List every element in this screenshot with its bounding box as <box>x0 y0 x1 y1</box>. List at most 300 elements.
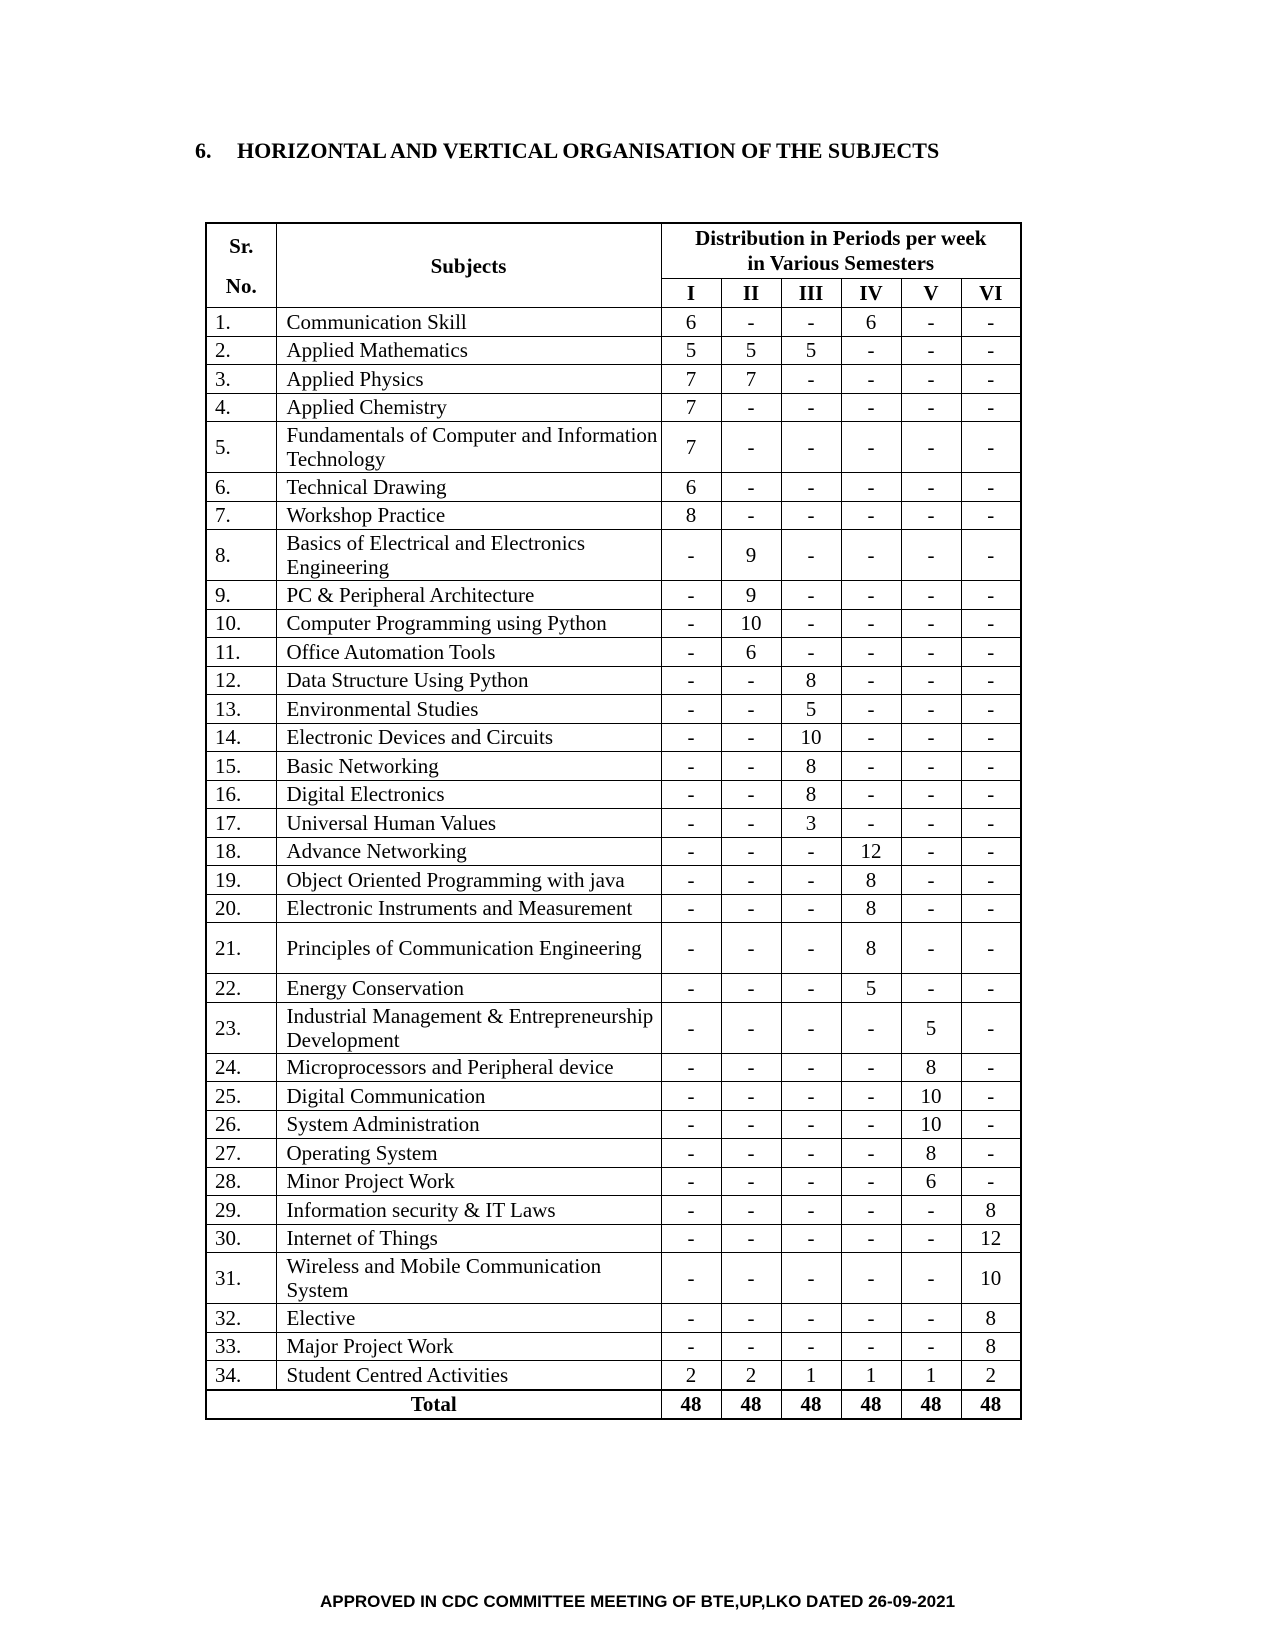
periods-cell: - <box>841 581 901 610</box>
periods-cell: - <box>901 809 961 838</box>
subject-cell: Minor Project Work <box>276 1167 661 1196</box>
periods-cell: - <box>841 1167 901 1196</box>
total-row <box>206 1390 1021 1419</box>
periods-cell: - <box>961 780 1021 809</box>
periods-cell: 5 <box>661 336 721 365</box>
periods-cell: - <box>781 422 841 473</box>
periods-cell: - <box>961 1053 1021 1082</box>
sr-no-cell: 15. <box>206 752 276 781</box>
periods-cell: 1 <box>781 1361 841 1390</box>
periods-cell: 7 <box>661 365 721 394</box>
periods-cell: - <box>721 866 781 895</box>
periods-cell: - <box>721 1253 781 1304</box>
periods-cell: - <box>841 1253 901 1304</box>
subject-cell: Basic Networking <box>276 752 661 781</box>
periods-cell: - <box>661 1196 721 1225</box>
periods-cell: 8 <box>781 666 841 695</box>
sr-no-cell: 32. <box>206 1304 276 1333</box>
periods-cell: 10 <box>721 609 781 638</box>
periods-cell: - <box>841 1002 901 1053</box>
subject-cell: Computer Programming using Python <box>276 609 661 638</box>
table-row <box>206 1224 1021 1253</box>
table-row <box>206 422 1021 473</box>
sr-no-cell: 31. <box>206 1253 276 1304</box>
table-row <box>206 723 1021 752</box>
table-row <box>206 581 1021 610</box>
periods-cell: - <box>781 1332 841 1361</box>
periods-cell: - <box>841 1139 901 1168</box>
periods-cell: - <box>661 1110 721 1139</box>
subject-cell: Office Automation Tools <box>276 638 661 667</box>
periods-cell: - <box>841 1082 901 1111</box>
periods-cell: - <box>841 1224 901 1253</box>
periods-cell: - <box>721 837 781 866</box>
periods-cell: - <box>781 1110 841 1139</box>
periods-cell: - <box>961 308 1021 337</box>
periods-cell: 10 <box>901 1110 961 1139</box>
section-heading <box>195 138 939 164</box>
subject-cell: Environmental Studies <box>276 695 661 724</box>
table-row <box>206 530 1021 581</box>
periods-cell: - <box>721 809 781 838</box>
periods-cell: - <box>661 1053 721 1082</box>
periods-cell: - <box>901 1196 961 1225</box>
periods-cell: - <box>721 1053 781 1082</box>
periods-cell: - <box>721 1082 781 1111</box>
periods-cell: 8 <box>781 752 841 781</box>
periods-cell: - <box>721 473 781 502</box>
periods-cell: - <box>841 336 901 365</box>
periods-cell: - <box>661 581 721 610</box>
subjects-table <box>205 222 1022 1420</box>
periods-cell: - <box>721 723 781 752</box>
periods-cell: - <box>721 308 781 337</box>
periods-cell: - <box>901 666 961 695</box>
subject-cell: Fundamentals of Computer and Information Technology <box>276 422 661 473</box>
subject-cell: Microprocessors and Peripheral device <box>276 1053 661 1082</box>
periods-cell: - <box>721 894 781 923</box>
periods-cell: - <box>901 365 961 394</box>
periods-cell: - <box>901 609 961 638</box>
periods-cell: 6 <box>721 638 781 667</box>
periods-cell: - <box>721 1139 781 1168</box>
sr-no-cell: 21. <box>206 923 276 974</box>
periods-cell: - <box>961 695 1021 724</box>
periods-cell: - <box>961 752 1021 781</box>
periods-cell: - <box>781 974 841 1003</box>
periods-cell: 8 <box>781 780 841 809</box>
table-row <box>206 308 1021 337</box>
sr-no-cell: 33. <box>206 1332 276 1361</box>
periods-cell: - <box>661 974 721 1003</box>
total-cell: 48 <box>781 1390 841 1419</box>
periods-cell: 10 <box>781 723 841 752</box>
table-row <box>206 1332 1021 1361</box>
periods-cell: - <box>901 837 961 866</box>
periods-cell: 5 <box>841 974 901 1003</box>
periods-cell: - <box>841 393 901 422</box>
sr-no-cell: 27. <box>206 1139 276 1168</box>
periods-cell: - <box>781 1167 841 1196</box>
periods-cell: - <box>661 1253 721 1304</box>
subject-cell: Digital Electronics <box>276 780 661 809</box>
periods-cell: - <box>781 837 841 866</box>
periods-cell: - <box>961 866 1021 895</box>
periods-cell: - <box>661 666 721 695</box>
subject-cell: Workshop Practice <box>276 501 661 530</box>
sr-no-cell: 10. <box>206 609 276 638</box>
periods-cell: - <box>661 752 721 781</box>
table-row <box>206 780 1021 809</box>
periods-cell: - <box>661 1002 721 1053</box>
periods-cell: - <box>661 1304 721 1333</box>
subject-cell: Wireless and Mobile Communication System <box>276 1253 661 1304</box>
periods-cell: - <box>901 393 961 422</box>
subject-cell: Applied Chemistry <box>276 393 661 422</box>
periods-cell: - <box>721 974 781 1003</box>
periods-cell: - <box>961 1082 1021 1111</box>
section-number: 6. <box>195 138 212 163</box>
semester-header: I <box>661 279 721 308</box>
periods-cell: - <box>961 365 1021 394</box>
periods-cell: 7 <box>661 422 721 473</box>
periods-cell: - <box>781 609 841 638</box>
subject-cell: Student Centred Activities <box>276 1361 661 1390</box>
periods-cell: - <box>841 1304 901 1333</box>
periods-cell: - <box>841 473 901 502</box>
table-row <box>206 894 1021 923</box>
subject-cell: PC & Peripheral Architecture <box>276 581 661 610</box>
sr-no-cell: 24. <box>206 1053 276 1082</box>
periods-cell: - <box>721 752 781 781</box>
periods-cell: - <box>661 723 721 752</box>
periods-cell: - <box>661 923 721 974</box>
sr-no-cell: 9. <box>206 581 276 610</box>
periods-cell: 10 <box>901 1082 961 1111</box>
sr-no-header: Sr. No. <box>206 223 276 308</box>
table-row <box>206 752 1021 781</box>
sr-no-cell: 28. <box>206 1167 276 1196</box>
periods-cell: - <box>961 501 1021 530</box>
periods-cell: - <box>781 1304 841 1333</box>
periods-cell: - <box>661 809 721 838</box>
periods-cell: - <box>781 473 841 502</box>
periods-cell: - <box>961 1002 1021 1053</box>
periods-cell: - <box>841 609 901 638</box>
periods-cell: 12 <box>841 837 901 866</box>
periods-cell: - <box>901 581 961 610</box>
subject-cell: Technical Drawing <box>276 473 661 502</box>
periods-cell: - <box>841 638 901 667</box>
periods-cell: - <box>901 923 961 974</box>
periods-cell: 5 <box>781 336 841 365</box>
periods-cell: - <box>721 1224 781 1253</box>
sr-no-cell: 29. <box>206 1196 276 1225</box>
semester-header: III <box>781 279 841 308</box>
periods-cell: - <box>721 501 781 530</box>
periods-cell: - <box>841 780 901 809</box>
periods-cell: - <box>961 422 1021 473</box>
periods-cell: 5 <box>901 1002 961 1053</box>
periods-cell: - <box>841 752 901 781</box>
periods-cell: - <box>721 1167 781 1196</box>
periods-cell: 8 <box>961 1332 1021 1361</box>
table-row <box>206 666 1021 695</box>
table-row <box>206 1139 1021 1168</box>
table-row <box>206 1053 1021 1082</box>
periods-cell: - <box>961 581 1021 610</box>
periods-cell: 1 <box>901 1361 961 1390</box>
periods-cell: 12 <box>961 1224 1021 1253</box>
table-row <box>206 1253 1021 1304</box>
table-row <box>206 1304 1021 1333</box>
table-row <box>206 336 1021 365</box>
sr-no-cell: 2. <box>206 336 276 365</box>
periods-cell: - <box>841 723 901 752</box>
table-row <box>206 393 1021 422</box>
subject-cell: Elective <box>276 1304 661 1333</box>
periods-cell: - <box>841 809 901 838</box>
periods-cell: 2 <box>721 1361 781 1390</box>
subject-cell: Major Project Work <box>276 1332 661 1361</box>
sr-no-cell: 22. <box>206 974 276 1003</box>
periods-cell: 10 <box>961 1253 1021 1304</box>
subject-cell: Electronic Devices and Circuits <box>276 723 661 752</box>
subject-cell: Industrial Management & Entrepreneurship Development <box>276 1002 661 1053</box>
sr-no-cell: 6. <box>206 473 276 502</box>
periods-cell: - <box>901 695 961 724</box>
periods-cell: - <box>781 365 841 394</box>
periods-cell: 8 <box>661 501 721 530</box>
subjects-header: Subjects <box>276 223 661 308</box>
sr-no-cell: 12. <box>206 666 276 695</box>
sr-no-cell: 19. <box>206 866 276 895</box>
periods-cell: - <box>901 1253 961 1304</box>
subject-cell: Energy Conservation <box>276 974 661 1003</box>
sr-no-cell: 20. <box>206 894 276 923</box>
subject-cell: System Administration <box>276 1110 661 1139</box>
subject-cell: Operating System <box>276 1139 661 1168</box>
periods-cell: - <box>721 1110 781 1139</box>
distribution-header: Distribution in Periods per week in Various Semesters <box>661 223 1021 279</box>
table-row <box>206 1082 1021 1111</box>
periods-cell: 8 <box>901 1139 961 1168</box>
table-row <box>206 974 1021 1003</box>
subject-cell: Data Structure Using Python <box>276 666 661 695</box>
subject-cell: Basics of Electrical and Electronics Engineering <box>276 530 661 581</box>
periods-cell: - <box>901 780 961 809</box>
section-title: HORIZONTAL AND VERTICAL ORGANISATION OF THE SUBJECTS <box>237 138 940 163</box>
periods-cell: - <box>961 809 1021 838</box>
periods-cell: 8 <box>961 1304 1021 1333</box>
periods-cell: - <box>661 866 721 895</box>
periods-cell: 2 <box>661 1361 721 1390</box>
periods-cell: 8 <box>961 1196 1021 1225</box>
periods-cell: - <box>961 638 1021 667</box>
periods-cell: 9 <box>721 530 781 581</box>
subject-cell: Digital Communication <box>276 1082 661 1111</box>
periods-cell: 3 <box>781 809 841 838</box>
semester-header: V <box>901 279 961 308</box>
periods-cell: - <box>781 501 841 530</box>
periods-cell: 6 <box>901 1167 961 1196</box>
table-row <box>206 1167 1021 1196</box>
sr-no-cell: 13. <box>206 695 276 724</box>
periods-cell: - <box>961 1139 1021 1168</box>
periods-cell: - <box>961 530 1021 581</box>
semester-header: II <box>721 279 781 308</box>
periods-cell: - <box>781 1139 841 1168</box>
periods-cell: - <box>781 638 841 667</box>
periods-cell: 2 <box>961 1361 1021 1390</box>
sr-no-cell: 25. <box>206 1082 276 1111</box>
periods-cell: - <box>661 1082 721 1111</box>
periods-cell: 6 <box>841 308 901 337</box>
periods-cell: - <box>961 666 1021 695</box>
subject-cell: Internet of Things <box>276 1224 661 1253</box>
subject-cell: Communication Skill <box>276 308 661 337</box>
table-row <box>206 609 1021 638</box>
periods-cell: - <box>721 923 781 974</box>
subject-cell: Advance Networking <box>276 837 661 866</box>
table-row <box>206 809 1021 838</box>
periods-cell: - <box>661 894 721 923</box>
periods-cell: - <box>961 923 1021 974</box>
sr-no-cell: 4. <box>206 393 276 422</box>
periods-cell: - <box>721 1332 781 1361</box>
periods-cell: - <box>841 666 901 695</box>
periods-cell: - <box>961 974 1021 1003</box>
periods-cell: - <box>841 365 901 394</box>
sr-no-cell: 14. <box>206 723 276 752</box>
sr-no-cell: 8. <box>206 530 276 581</box>
total-cell: 48 <box>901 1390 961 1419</box>
periods-cell: 5 <box>781 695 841 724</box>
periods-cell: - <box>781 1002 841 1053</box>
periods-cell: - <box>721 393 781 422</box>
periods-cell: - <box>721 695 781 724</box>
subject-cell: Applied Physics <box>276 365 661 394</box>
periods-cell: - <box>781 923 841 974</box>
periods-cell: 6 <box>661 473 721 502</box>
periods-cell: - <box>661 837 721 866</box>
total-cell: 48 <box>661 1390 721 1419</box>
subject-cell: Electronic Instruments and Measurement <box>276 894 661 923</box>
periods-cell: - <box>661 638 721 667</box>
table-row <box>206 638 1021 667</box>
periods-cell: - <box>661 1139 721 1168</box>
sr-no-cell: 3. <box>206 365 276 394</box>
sr-no-cell: 18. <box>206 837 276 866</box>
periods-cell: 8 <box>841 923 901 974</box>
sr-no-cell: 26. <box>206 1110 276 1139</box>
periods-cell: - <box>901 723 961 752</box>
periods-cell: - <box>841 695 901 724</box>
periods-cell: - <box>721 666 781 695</box>
periods-cell: - <box>901 752 961 781</box>
total-cell: 48 <box>961 1390 1021 1419</box>
subject-cell: Principles of Communication Engineering <box>276 923 661 974</box>
periods-cell: - <box>841 1196 901 1225</box>
periods-cell: - <box>901 894 961 923</box>
table-row <box>206 866 1021 895</box>
periods-cell: - <box>781 1253 841 1304</box>
total-cell: 48 <box>841 1390 901 1419</box>
subject-cell: Information security & IT Laws <box>276 1196 661 1225</box>
periods-cell: 6 <box>661 308 721 337</box>
periods-cell: - <box>661 695 721 724</box>
periods-cell: - <box>961 336 1021 365</box>
periods-cell: - <box>721 422 781 473</box>
periods-cell: - <box>901 530 961 581</box>
sr-no-cell: 30. <box>206 1224 276 1253</box>
periods-cell: 1 <box>841 1361 901 1390</box>
periods-cell: - <box>661 530 721 581</box>
subject-cell: Universal Human Values <box>276 809 661 838</box>
table-row <box>206 923 1021 974</box>
total-cell: 48 <box>721 1390 781 1419</box>
periods-cell: - <box>901 1304 961 1333</box>
approval-footer: APPROVED IN CDC COMMITTEE MEETING OF BTE,UP,LKO DATED 26-09-2021 <box>319 1592 956 1611</box>
sr-no-cell: 23. <box>206 1002 276 1053</box>
table-row <box>206 1361 1021 1390</box>
periods-cell: - <box>901 422 961 473</box>
periods-cell: 8 <box>901 1053 961 1082</box>
sr-no-cell: 11. <box>206 638 276 667</box>
periods-cell: - <box>781 308 841 337</box>
semester-header: VI <box>961 279 1021 308</box>
periods-cell: - <box>781 581 841 610</box>
periods-cell: - <box>841 422 901 473</box>
periods-cell: - <box>661 1332 721 1361</box>
periods-cell: - <box>841 1110 901 1139</box>
periods-cell: - <box>781 530 841 581</box>
periods-cell: - <box>901 308 961 337</box>
periods-cell: - <box>781 1082 841 1111</box>
sr-no-cell: 16. <box>206 780 276 809</box>
periods-cell: - <box>961 473 1021 502</box>
subject-cell: Object Oriented Programming with java <box>276 866 661 895</box>
periods-cell: - <box>961 1167 1021 1196</box>
table-row <box>206 1110 1021 1139</box>
semester-header: IV <box>841 279 901 308</box>
periods-cell: - <box>961 1110 1021 1139</box>
periods-cell: - <box>961 723 1021 752</box>
periods-cell: 9 <box>721 581 781 610</box>
periods-cell: - <box>841 1332 901 1361</box>
periods-cell: - <box>721 1196 781 1225</box>
periods-cell: - <box>781 1196 841 1225</box>
periods-cell: - <box>781 894 841 923</box>
periods-cell: - <box>841 501 901 530</box>
periods-cell: 7 <box>661 393 721 422</box>
periods-cell: - <box>901 501 961 530</box>
periods-cell: - <box>721 780 781 809</box>
sr-no-cell: 1. <box>206 308 276 337</box>
table-row <box>206 473 1021 502</box>
periods-cell: - <box>901 336 961 365</box>
periods-cell: - <box>661 780 721 809</box>
table-row <box>206 501 1021 530</box>
periods-cell: - <box>721 1304 781 1333</box>
periods-cell: - <box>961 393 1021 422</box>
sr-no-cell: 5. <box>206 422 276 473</box>
table-row <box>206 365 1021 394</box>
periods-cell: - <box>901 974 961 1003</box>
periods-cell: - <box>901 866 961 895</box>
periods-cell: - <box>781 1053 841 1082</box>
table-row <box>206 837 1021 866</box>
